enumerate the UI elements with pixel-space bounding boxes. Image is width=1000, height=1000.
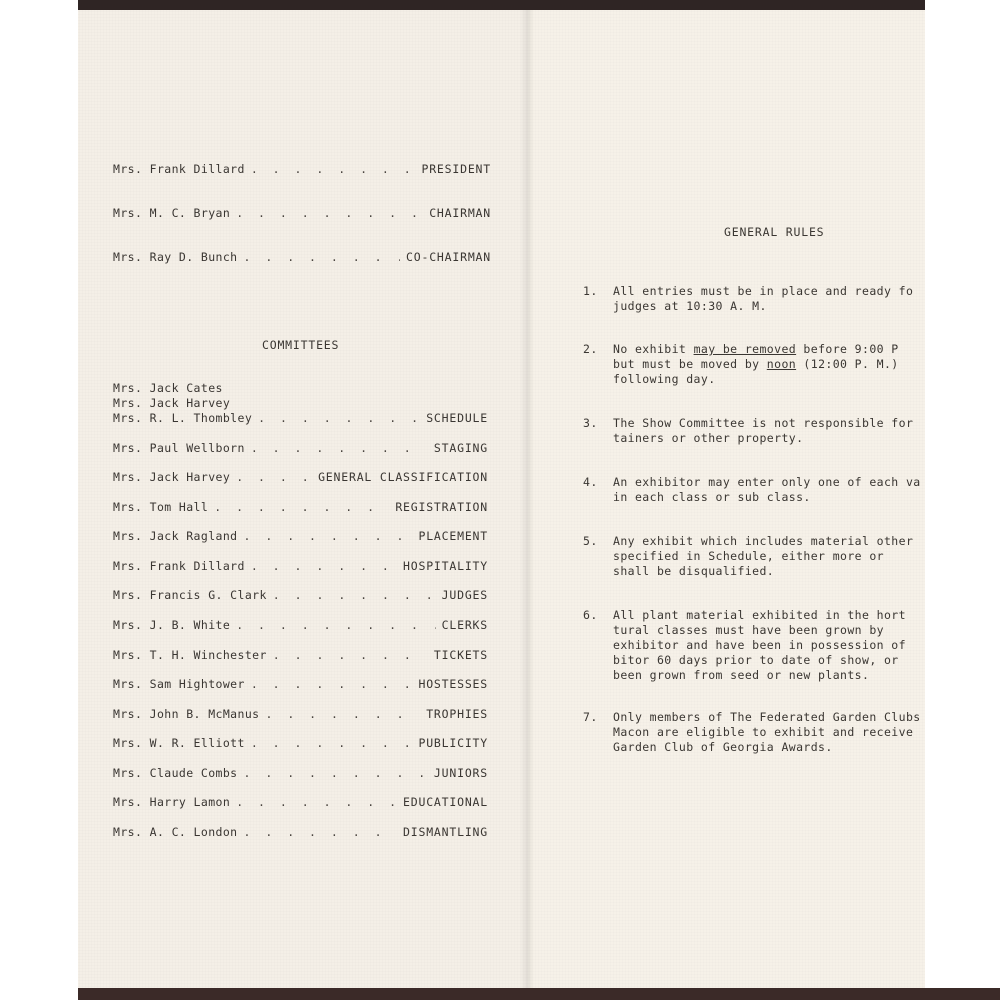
committee-role: TICKETS	[433, 648, 488, 662]
rule-number: 2.	[583, 342, 598, 356]
rule-underlined-text: noon	[766, 357, 797, 371]
rule-number: 1.	[583, 284, 598, 298]
leader-dots	[244, 766, 428, 780]
scan-margin-right	[925, 0, 1000, 1000]
rule-line	[613, 357, 928, 372]
rule-line: specified in Schedule, either more or	[613, 549, 884, 563]
committee-row	[113, 588, 488, 604]
committee-row	[113, 618, 488, 634]
rule-underlined-text: may be removed	[693, 342, 797, 356]
rule-line: All plant material exhibited in the hort	[613, 608, 906, 622]
committee-role: PLACEMENT	[418, 529, 488, 543]
rule-number: 4.	[583, 475, 598, 489]
committee-name: Mrs. Francis G. Clark	[113, 588, 267, 602]
committee-name: Mrs. W. R. Elliott	[113, 736, 245, 750]
officer-role: CO-CHAIRMAN	[406, 250, 491, 264]
committee-row	[113, 411, 488, 427]
leader-dots	[251, 736, 413, 750]
page-fold	[520, 10, 534, 988]
committee-role: REGISTRATION	[395, 500, 488, 514]
committee-role: DISMANTLING	[403, 825, 488, 839]
committee-row	[113, 529, 488, 545]
scan-border-bottom	[78, 988, 1000, 1000]
leader-dots	[273, 588, 436, 602]
officer-name: Mrs. M. C. Bryan	[113, 206, 231, 220]
officer-row	[113, 162, 491, 178]
committee-row	[113, 441, 488, 457]
rule-item	[583, 534, 928, 584]
committee-row	[113, 736, 488, 752]
committee-role: STAGING	[433, 441, 488, 455]
leader-dots	[244, 825, 398, 839]
committee-name: Mrs. T. H. Winchester	[113, 648, 267, 662]
committee-role: GENERAL CLASSIFICATION	[318, 470, 488, 484]
rule-line: Garden Club of Georgia Awards.	[613, 740, 833, 754]
rule-number: 7.	[583, 710, 598, 724]
rule-line: The Show Committee is not responsible for	[613, 416, 914, 430]
committee-member-line: Mrs. Jack Cates	[113, 381, 223, 395]
committee-name: Mrs. Paul Wellborn	[113, 441, 245, 455]
committee-row	[113, 677, 488, 693]
rule-line: tural classes must have been grown by	[613, 623, 884, 637]
leader-dots	[258, 411, 420, 425]
committee-role: SCHEDULE	[426, 411, 488, 425]
rule-text: (12:00 P. M.)	[796, 357, 899, 371]
rule-number: 5.	[583, 534, 598, 548]
committee-row	[113, 500, 488, 516]
rule-line: tainers or other property.	[613, 431, 804, 445]
officer-row	[113, 206, 491, 222]
rule-text: but must be moved by	[613, 357, 767, 371]
committee-name: Mrs. Tom Hall	[113, 500, 209, 514]
committee-name: Mrs. Jack Harvey	[113, 470, 231, 484]
rule-line: bitor 60 days prior to date of show, or	[613, 653, 899, 667]
committee-name: Mrs. J. B. White	[113, 618, 231, 632]
committee-row	[113, 559, 488, 575]
committee-role: JUDGES	[441, 588, 488, 602]
leader-dots	[251, 677, 413, 691]
committee-role: HOSPITALITY	[403, 559, 488, 573]
rule-line	[613, 342, 928, 357]
rule-line: An exhibitor may enter only one of each va	[613, 475, 921, 489]
leader-dots	[265, 707, 420, 721]
leader-dots	[236, 795, 397, 809]
left-page	[78, 10, 528, 988]
officer-name: Mrs. Ray D. Bunch	[113, 250, 238, 264]
rule-line: All entries must be in place and ready fo	[613, 284, 914, 298]
officer-name: Mrs. Frank Dillard	[113, 162, 245, 176]
leader-dots	[273, 648, 428, 662]
committee-name: Mrs. John B. McManus	[113, 707, 260, 721]
committee-name: Mrs. Frank Dillard	[113, 559, 245, 573]
rule-line: exhibitor and have been in possession of	[613, 638, 906, 652]
rule-item	[583, 608, 928, 688]
leader-dots	[244, 529, 413, 543]
officer-role: CHAIRMAN	[429, 206, 491, 220]
committee-role: PUBLICITY	[418, 736, 488, 750]
committee-name: Mrs. Sam Hightower	[113, 677, 245, 691]
rule-item	[583, 710, 928, 760]
committee-row	[113, 470, 488, 486]
committee-role: HOSTESSES	[418, 677, 488, 691]
scan-margin-left	[0, 0, 78, 1000]
rule-item	[583, 475, 928, 509]
officer-row	[113, 250, 491, 266]
leader-dots	[236, 470, 312, 484]
committee-role: EDUCATIONAL	[403, 795, 488, 809]
committee-row	[113, 795, 488, 811]
leader-dots	[236, 206, 423, 220]
committee-row	[113, 648, 488, 664]
committee-role: TROPHIES	[426, 707, 488, 721]
rule-line: Only members of The Federated Garden Clubs	[613, 710, 921, 724]
committee-name: Mrs. R. L. Thombley	[113, 411, 253, 425]
committees-heading: COMMITTEES	[262, 338, 340, 352]
committee-row	[113, 825, 488, 841]
committee-role: JUNIORS	[433, 766, 488, 780]
rule-number: 3.	[583, 416, 598, 430]
rule-text: before 9:00 P	[796, 342, 899, 356]
rule-item	[583, 284, 928, 318]
leader-dots	[251, 441, 428, 455]
rule-line: judges at 10:30 A. M.	[613, 299, 767, 313]
leader-dots	[214, 500, 389, 514]
rule-text: No exhibit	[613, 342, 694, 356]
committee-row	[113, 766, 488, 782]
committee-role: CLERKS	[441, 618, 488, 632]
rule-line: shall be disqualified.	[613, 564, 775, 578]
general-rules-heading: GENERAL RULES	[724, 225, 825, 239]
committee-row	[113, 707, 488, 723]
leader-dots	[251, 162, 416, 176]
rule-line: Macon are eligible to exhibit and receive	[613, 725, 914, 739]
officer-role: PRESIDENT	[421, 162, 491, 176]
rule-line: been grown from seed or new plants.	[613, 668, 870, 682]
leader-dots	[236, 618, 435, 632]
committee-name: Mrs. Claude Combs	[113, 766, 238, 780]
rule-line: in each class or sub class.	[613, 490, 811, 504]
rule-item	[583, 416, 928, 450]
rule-number: 6.	[583, 608, 598, 622]
scan-border-top	[78, 0, 925, 10]
rule-item	[583, 342, 928, 392]
leader-dots	[244, 250, 401, 264]
committee-name: Mrs. Harry Lamon	[113, 795, 231, 809]
committee-name: Mrs. A. C. London	[113, 825, 238, 839]
rule-line: Any exhibit which includes material other	[613, 534, 914, 548]
committee-member-line: Mrs. Jack Harvey	[113, 396, 231, 410]
rule-line: following day.	[613, 372, 716, 386]
committee-name: Mrs. Jack Ragland	[113, 529, 238, 543]
leader-dots	[251, 559, 397, 573]
